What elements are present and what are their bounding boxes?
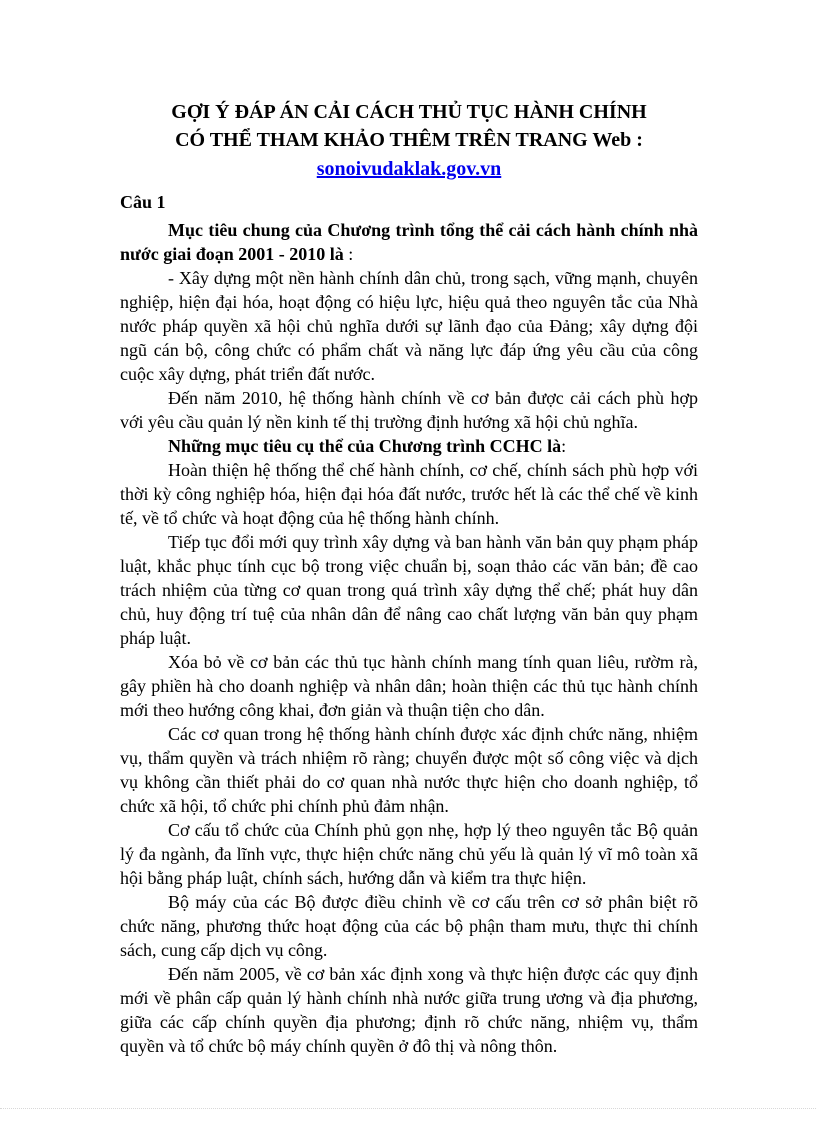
paragraph-ministry-apparatus: Bộ máy của các Bộ được điều chỉnh về cơ cấu trên cơ sở phân biệt rõ chức năng, phương thức hoạt động của các bộ phận tham mưu, thực thi chính sách, cung cấp dịch vụ công. [120, 892, 698, 960]
paragraph-legal-documents: Tiếp tục đổi mới quy trình xây dựng và ban hành văn bản quy phạm pháp luật, khắc phục tính cục bộ trong việc chuẩn bị, soạn thảo các văn bản; đề cao trách nhiệm của từng cơ quan trong quá trình xây dựng thể chế; phát huy dân chủ, huy động trí tuệ của nhân dân để nâng cao chất lượng văn bản quy phạm pháp luật. [120, 532, 698, 648]
paragraph-procedures: Xóa bỏ về cơ bản các thủ tục hành chính mang tính quan liêu, rườm rà, gây phiền hà cho doanh nghiệp và nhân dân; hoàn thiện các thủ tục hành chính mới theo hướng công khai, đơn giản và thuận tiện cho dân. [120, 652, 698, 720]
paragraph-goal-detail: - Xây dựng một nền hành chính dân chủ, trong sạch, vững mạnh, chuyên nghiệp, hiện đại hóa, hoạt động có hiệu lực, hiệu quả theo nguyên tắc của Nhà nước pháp quyền xã hội chủ nghĩa dưới sự lãnh đạo của Đảng; xây dựng đội ngũ cán bộ, công chức có phẩm chất và năng lực đáp ứng yêu cầu của công cuộc xây dựng, phát triển đất nước. [120, 268, 698, 384]
page-bottom-divider [0, 1108, 816, 1109]
question-heading: Câu 1 [120, 192, 166, 212]
paragraph-institutions: Hoàn thiện hệ thống thể chế hành chính, cơ chế, chính sách phù hợp với thời kỳ công nghiệp hóa, hiện đại hóa đất nước, trước hết là các thể chế về kinh tế, về tổ chức và hoạt động của hệ thống hành chính. [120, 460, 698, 528]
specific-goals-heading: Những mục tiêu cụ thể của Chương trình CCHC là [168, 436, 562, 456]
website-link-container [120, 154, 698, 184]
document-page [120, 98, 698, 1058]
paragraph-agency-functions: Các cơ quan trong hệ thống hành chính được xác định chức năng, nhiệm vụ, thẩm quyền và trách nhiệm rõ ràng; chuyển được một số công việc và dịch vụ không cần thiết phải do cơ quan nhà nước thực hiện cho doanh nghiệp, tổ chức xã hội, tổ chức phi chính phủ đảm nhận. [120, 724, 698, 816]
paragraph-general-goal [120, 218, 698, 266]
specific-goals-suffix: : [561, 436, 567, 456]
paragraph-government-structure: Cơ cấu tổ chức của Chính phủ gọn nhẹ, hợp lý theo nguyên tắc Bộ quản lý đa ngành, đa lĩnh vực, thực hiện chức năng chủ yếu là quản lý vĩ mô toàn xã hội bằng pháp luật, chính sách, hướng dẫn và kiểm tra thực hiện. [120, 820, 698, 888]
paragraph-specific-goals [120, 434, 698, 458]
document-title-line-2: CÓ THỂ THAM KHẢO THÊM TRÊN TRANG Web : [175, 129, 643, 151]
document-title-line-1: GỢI Ý ĐÁP ÁN CẢI CÁCH THỦ TỤC HÀNH CHÍNH [171, 101, 647, 123]
general-goal-heading: Mục tiêu chung của Chương trình tổng thể cải cách hành chính nhà nước giai đoạn 2001 - 2010 là [120, 220, 698, 264]
paragraph-2010-target: Đến năm 2010, hệ thống hành chính về cơ bản được cải cách phù hợp với yêu cầu quản lý nền kinh tế thị trường định hướng xã hội chủ nghĩa. [120, 388, 698, 432]
general-goal-suffix: : [343, 244, 354, 264]
paragraph-decentralization: Đến năm 2005, về cơ bản xác định xong và thực hiện được các quy định mới về phân cấp quản lý hành chính nhà nước giữa trung ương và địa phương, giữa các cấp chính quyền địa phương; định rõ chức năng, nhiệm vụ, thẩm quyền và tổ chức bộ máy chính quyền ở đô thị và nông thôn. [120, 964, 698, 1056]
website-link[interactable]: sonoivudaklak.gov.vn [316, 158, 502, 180]
